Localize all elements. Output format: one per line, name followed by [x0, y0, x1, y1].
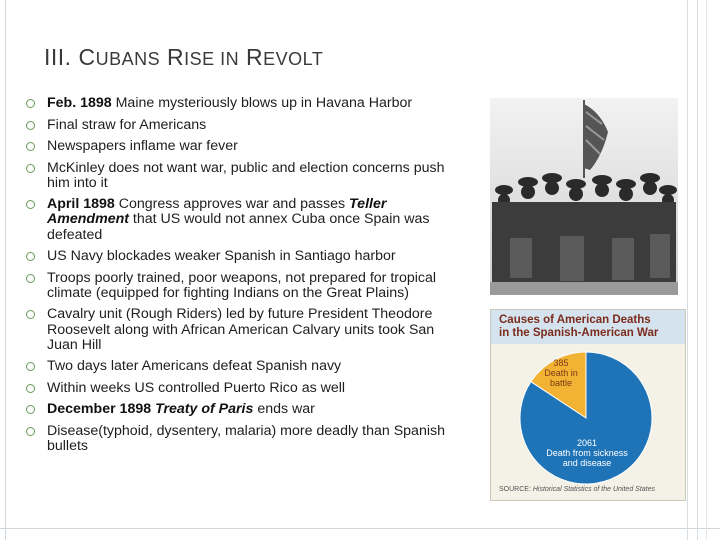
list-item: Two days later Americans defeat Spanish navy	[26, 359, 456, 374]
pie-label-disease: 2061 Death from sickness and disease	[546, 438, 628, 468]
circle-bullet-icon	[26, 274, 35, 283]
list-item: Within weeks US controlled Puerto Rico as well	[26, 381, 456, 396]
list-item: US Navy blockades weaker Spanish in Santiago harbor	[26, 249, 456, 264]
slide-frame-right	[706, 0, 707, 540]
circle-bullet-icon	[26, 427, 35, 436]
list-item: Cavalry unit (Rough Riders) led by future President Theodore Roosevelt along with African American Calvary units took San Juan Hill	[26, 307, 456, 353]
pie-chart	[491, 344, 685, 494]
slide-frame-right	[687, 0, 688, 540]
list-item: Feb. 1898 Maine mysteriously blows up in Havana Harbor	[26, 96, 456, 111]
circle-bullet-icon	[26, 362, 35, 371]
slide-frame-bottom	[0, 528, 720, 529]
slide-title: III. CUBANS RISE IN REVOLT	[44, 44, 324, 70]
rough-riders-photo	[490, 98, 678, 295]
list-item: April 1898 Congress approves war and passes Teller Amendment that US would not annex Cuba once Spain was defeated	[26, 197, 456, 243]
pie-label-battle: 385 Death in battle	[544, 358, 578, 388]
list-item: Final straw for Americans	[26, 118, 456, 133]
circle-bullet-icon	[26, 310, 35, 319]
circle-bullet-icon	[26, 252, 35, 261]
circle-bullet-icon	[26, 164, 35, 173]
infographic-source: SOURCE: Historical Statistics of the United States	[499, 486, 656, 493]
slide-frame-left	[5, 0, 6, 540]
rough-riders-photo-image	[490, 98, 678, 295]
list-item: Troops poorly trained, poor weapons, not prepared for tropical climate (equipped for fighting Indians on the Great Plains)	[26, 271, 456, 301]
slide-frame-right	[697, 0, 698, 540]
title-roman-numeral: III.	[44, 44, 72, 70]
circle-bullet-icon	[26, 99, 35, 108]
circle-bullet-icon	[26, 384, 35, 393]
bullet-list	[26, 96, 456, 460]
circle-bullet-icon	[26, 200, 35, 209]
circle-bullet-icon	[26, 405, 35, 414]
circle-bullet-icon	[26, 142, 35, 151]
infographic-title: Causes of American Deaths in the Spanish-American War	[491, 310, 685, 344]
list-item: McKinley does not want war, public and election concerns push him into it	[26, 161, 456, 191]
circle-bullet-icon	[26, 121, 35, 130]
list-item: Disease(typhoid, dysentery, malaria) more deadly than Spanish bullets	[26, 424, 456, 454]
list-item: Newspapers inflame war fever	[26, 139, 456, 154]
deaths-infographic	[490, 309, 686, 501]
list-item: December 1898 Treaty of Paris ends war	[26, 402, 456, 417]
